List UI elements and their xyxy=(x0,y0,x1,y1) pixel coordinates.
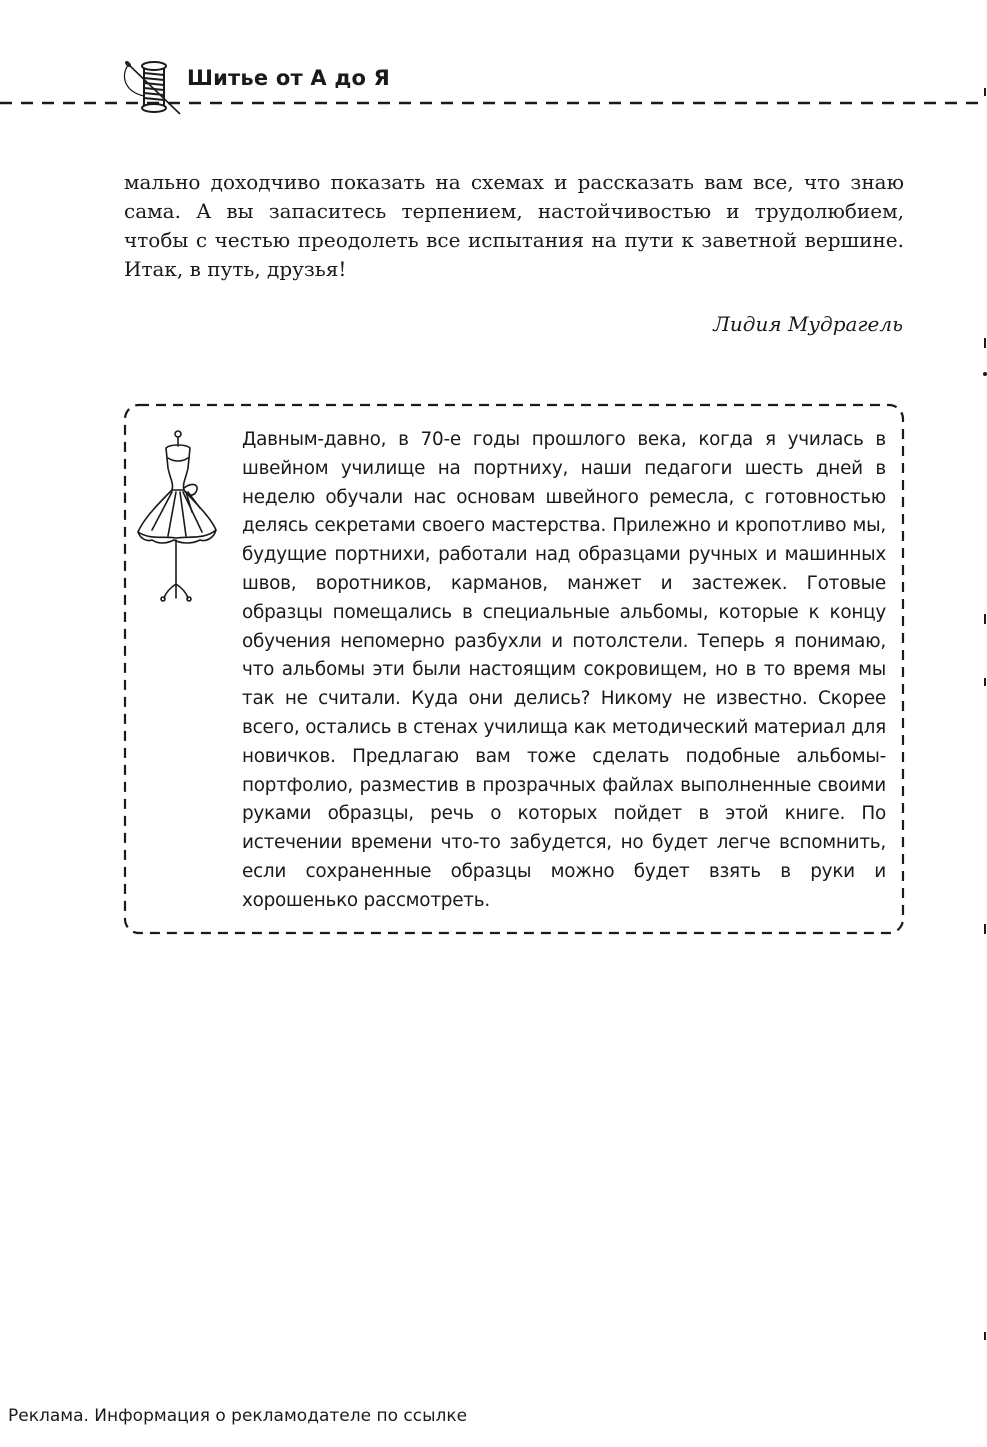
header-divider xyxy=(0,100,987,106)
thread-spool-needle-icon xyxy=(118,56,184,116)
book-title: Шитье от А до Я xyxy=(187,66,391,90)
sidebar-box-text: Давным-давно, в 70-е годы прошлого века, когда я училась в швейном училище на портниху, наши педагоги шесть дней в неделю обучали нас основам швейного ремесла, с готовностью делясь секретами своего мастерства. Прилежно и кропотливо мы, будущие портнихи, работали над образцами ручных и машинных швов, воротников, карманов, манжет и застежек. Готовые образцы помещались в специальные альбомы, которые к концу обучения непомерно разбухли и потолстели. Теперь я понимаю, что альбомы эти были настоящим сокровищем, но в то время мы так не считали. Куда они делись? Никому не известно. Скорее всего, остались в стенах училища как методический материал для новичков. Предлагаю вам тоже сделать подобные альбомы-портфолио, разместив в прозрачных файлах выполненные своими руками образцы, речь о которых пойдет в этой книге. По истечении времени что-то забудется, но будет легче вспомнить, если сохраненные образцы можно будет взять в руки и хорошенько рассмотреть. xyxy=(242,429,886,911)
dress-mannequin-icon xyxy=(130,428,222,604)
ad-notice: Реклама. Информация о рекламодателе по ссылке xyxy=(8,1406,468,1426)
page-edge-marks xyxy=(979,0,987,1447)
author-signature: Лидия Мудрагель xyxy=(713,312,903,336)
body-paragraph: мально доходчиво показать на схемах и рассказать вам все, что знаю сама. А вы запаситесь терпением, настойчивостью и трудолюбием, чтобы с честью преодолеть все испытания на пути к заветной вершине. Итак, в путь, друзья! xyxy=(124,170,904,281)
